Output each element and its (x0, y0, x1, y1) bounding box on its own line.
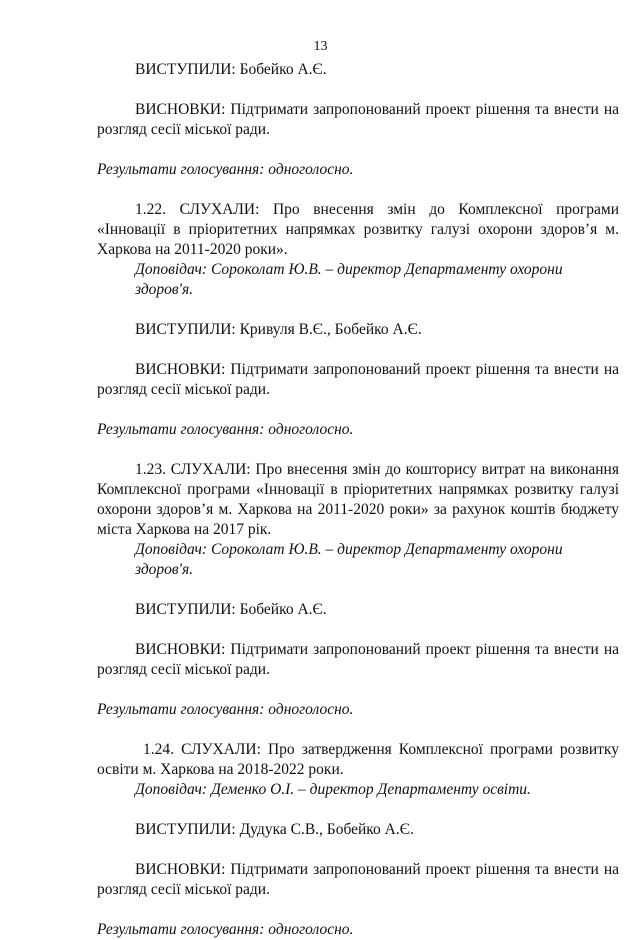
speaker-line: Доповідач: Сороколат Ю.В. – директор Департаменту охорони здоров'я. (135, 261, 563, 298)
conclusion-paragraph: ВИСНОВКИ: Підтримати запропонований проект рішення та внести на розгляд сесії міської ради. (97, 641, 619, 678)
agenda-item-1-24 (97, 740, 619, 940)
heard-paragraph: 1.24. СЛУХАЛИ: Про затвердження Комплексної програми розвитку освіти м. Харкова на 2018-2022 роки. (97, 741, 619, 778)
agenda-item-1-23 (97, 460, 619, 720)
page-number: 13 (313, 39, 328, 54)
speaker-line: Доповідач: Деменко О.І. – директор Департаменту освіти. (135, 781, 531, 798)
agenda-item-1-22 (97, 200, 619, 440)
vote-result: Результати голосування: одноголосно. (97, 161, 354, 178)
spoke-paragraph: ВИСТУПИЛИ: Кривуля В.Є., Бобейко А.Є. (135, 321, 422, 338)
heard-paragraph: 1.23. СЛУХАЛИ: Про внесення змін до кошторису витрат на виконання Комплексної програми «Інновації в пріоритетних напрямках розвитку галузі охорони здоров’я м. Харкова на 2011-2020 роки» за рахунок коштів бюджету міста Харкова на 2017 рік. (97, 461, 619, 538)
speaker-line: Доповідач: Сороколат Ю.В. – директор Департаменту охорони здоров'я. (135, 541, 563, 578)
conclusion-paragraph: ВИСНОВКИ: Підтримати запропонований проект рішення та внести на розгляд сесії міської ради. (97, 861, 619, 898)
vote-result: Результати голосування: одноголосно. (97, 921, 354, 938)
spoke-paragraph: ВИСТУПИЛИ: Бобейко А.Є. (135, 61, 327, 78)
vote-result: Результати голосування: одноголосно. (97, 701, 354, 718)
document-body (97, 60, 619, 940)
spoke-paragraph: ВИСТУПИЛИ: Дудука С.В., Бобейко А.Є. (135, 821, 414, 838)
conclusion-paragraph: ВИСНОВКИ: Підтримати запропонований проект рішення та внести на розгляд сесії міської ради. (97, 101, 619, 138)
conclusion-paragraph: ВИСНОВКИ: Підтримати запропонований проект рішення та внести на розгляд сесії міської ради. (97, 361, 619, 398)
heard-paragraph: 1.22. СЛУХАЛИ: Про внесення змін до Комплексної програми «Інновації в пріоритетних напрямках розвитку галузі охорони здоров’я м. Харкова на 2011-2020 роки». (97, 201, 619, 258)
vote-result: Результати голосування: одноголосно. (97, 421, 354, 438)
spoke-paragraph: ВИСТУПИЛИ: Бобейко А.Є. (135, 601, 327, 618)
